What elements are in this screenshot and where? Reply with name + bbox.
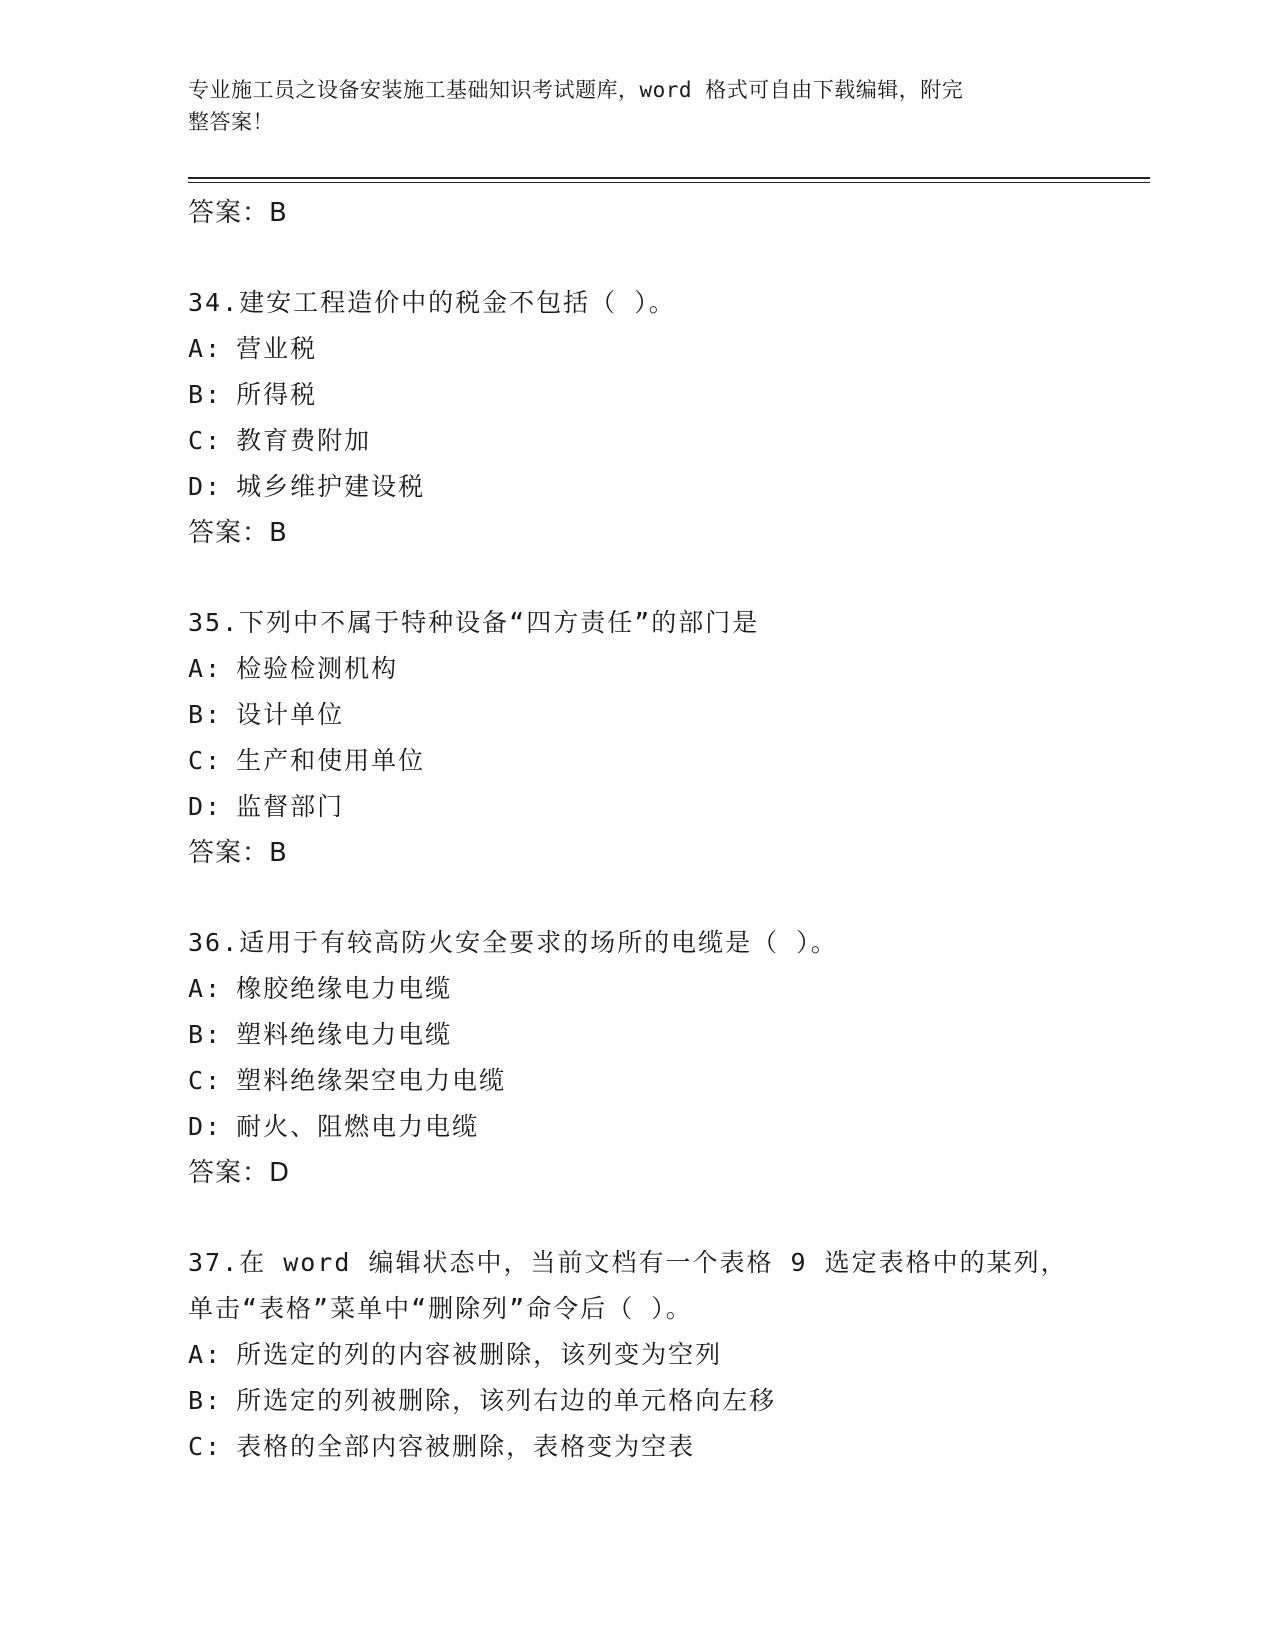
option-label: D: [188,1112,223,1141]
question-option [188,1104,1088,1150]
question-option [188,1424,1088,1470]
option-label: B: [188,1020,223,1049]
question-list [188,280,1088,1470]
header-divider-thin [188,182,1150,183]
question-option [188,1012,1088,1058]
option-label: D: [188,792,223,821]
option-label: C: [188,746,223,775]
document-body [188,190,1088,1470]
option-label: B: [188,380,223,409]
option-text: 所选定的列被删除，该列右边的单元格向左移 [236,1386,777,1415]
question-answer: 答案：D [188,1158,291,1188]
header-divider-thick [188,177,1150,179]
option-label: A: [188,974,223,1003]
option-label: A: [188,1340,223,1369]
option-label: C: [188,1066,223,1095]
question-answer: 答案：B [188,838,288,868]
question-block [188,600,1088,876]
question-block [188,1240,1088,1470]
option-text: 所得税 [236,380,318,409]
option-text: 塑料绝缘架空电力电缆 [236,1066,507,1095]
question-option [188,1378,1088,1424]
option-label: A: [188,654,223,683]
question-option [188,326,1088,372]
option-label: B: [188,1386,223,1415]
question-option [188,1332,1088,1378]
question-option [188,418,1088,464]
header-line-1: 专业施工员之设备安装施工基础知识考试题库，word 格式可自由下载编辑，附完 [188,78,964,102]
question-option [188,966,1088,1012]
option-label: D: [188,472,223,501]
previous-answer: 答案：B [188,198,288,228]
option-text: 设计单位 [236,700,345,729]
option-label: B: [188,700,223,729]
option-text: 橡胶绝缘电力电缆 [236,974,453,1003]
option-label: C: [188,426,223,455]
question-stem: 35.下列中不属于特种设备“四方责任”的部门是 [188,608,760,637]
question-answer: 答案：B [188,518,288,548]
option-text: 塑料绝缘电力电缆 [236,1020,453,1049]
question-option [188,692,1088,738]
question-stem: 34.建安工程造价中的税金不包括（ ）。 [188,288,676,317]
question-block [188,920,1088,1196]
option-text: 生产和使用单位 [236,746,426,775]
question-option [188,372,1088,418]
option-text: 耐火、阻燃电力电缆 [236,1112,480,1141]
question-option [188,738,1088,784]
option-text: 营业税 [236,334,318,363]
question-option [188,1058,1088,1104]
option-text: 教育费附加 [236,426,372,455]
question-option [188,784,1088,830]
question-stem: 单击“表格”菜单中“删除列”命令后（ ）。 [188,1294,693,1323]
page-header [188,74,1068,138]
option-text: 表格的全部内容被删除，表格变为空表 [236,1432,696,1461]
question-option [188,464,1088,510]
question-stem: 37.在 word 编辑状态中，当前文档有一个表格 9 选定表格中的某列， [188,1248,1068,1277]
question-block [188,280,1088,556]
option-text: 监督部门 [236,792,345,821]
option-label: A: [188,334,223,363]
question-stem: 36.适用于有较高防火安全要求的场所的电缆是（ ）。 [188,928,838,957]
option-text: 所选定的列的内容被删除，该列变为空列 [236,1340,723,1369]
option-text: 城乡维护建设税 [236,472,426,501]
question-option [188,646,1088,692]
option-label: C: [188,1432,223,1461]
header-line-2: 整答案！ [188,110,274,134]
option-text: 检验检测机构 [236,654,399,683]
